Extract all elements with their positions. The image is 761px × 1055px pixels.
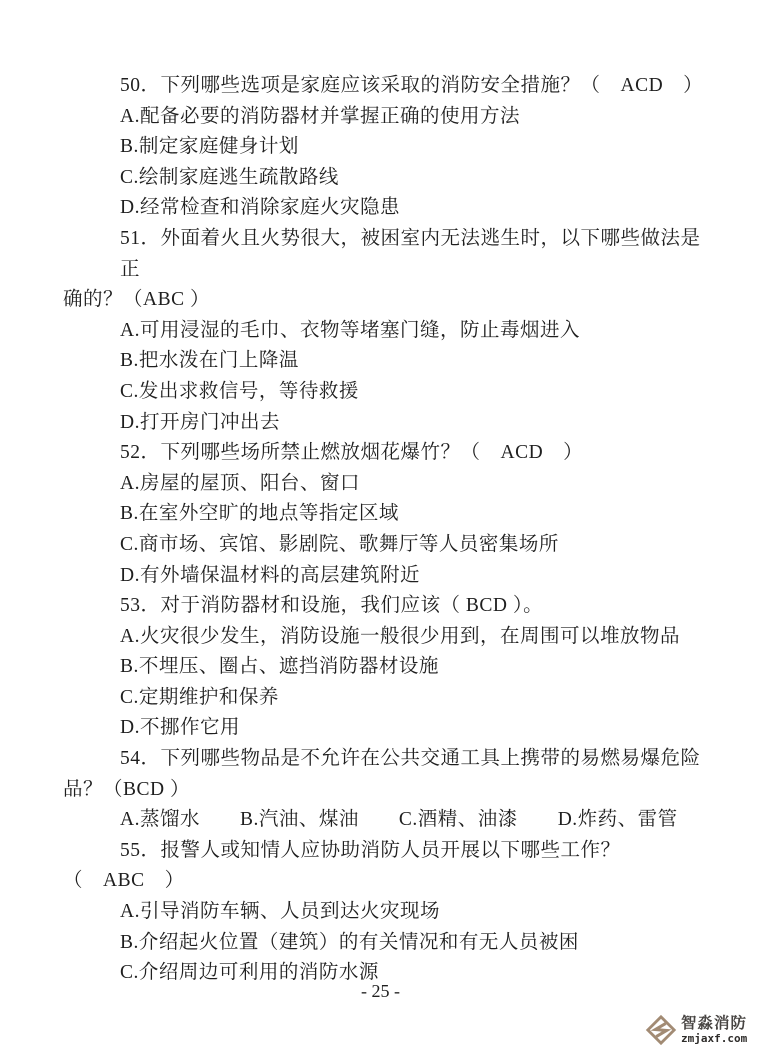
text-line: B.介绍起火位置（建筑）的有关情况和有无人员被困 xyxy=(120,931,579,953)
text-line: 52．下列哪些场所禁止燃放烟花爆竹？（ ACD ） xyxy=(120,442,584,464)
text-line: B.在室外空旷的地点等指定区域 xyxy=(120,503,399,525)
text-line: 54．下列哪些物品是不允许在公共交通工具上携带的易燃易爆危险 xyxy=(120,748,701,770)
text-line: A.火灾很少发生，消防设施一般很少用到，在周围可以堆放物品 xyxy=(120,625,680,647)
text-line: 品？（BCD ） xyxy=(63,778,190,800)
brand-logo xyxy=(645,1014,747,1046)
text-line: D.经常检查和消除家庭火灾隐患 xyxy=(120,197,400,219)
text-line: C.绘制家庭逃生疏散路线 xyxy=(120,166,339,188)
brand-name: 智淼消防 xyxy=(681,1014,748,1032)
text-line: 53．对于消防器材和设施，我们应该（ BCD ）。 xyxy=(120,595,544,617)
diamond-z-logo-icon xyxy=(645,1014,677,1046)
text-line: 50．下列哪些选项是家庭应该采取的消防安全措施？（ ACD ） xyxy=(120,75,704,96)
text-line: B.把水泼在门上降温 xyxy=(120,350,299,372)
text-line: 55．报警人或知情人应协助消防人员开展以下哪些工作？ xyxy=(120,839,621,861)
text-line: C.商市场、宾馆、影剧院、歌舞厅等人员密集场所 xyxy=(120,533,559,555)
text-line: A.可用浸湿的毛巾、衣物等堵塞门缝，防止毒烟进入 xyxy=(120,319,580,341)
text-line: C.介绍周边可利用的消防水源 xyxy=(120,962,379,984)
text-line: D.不挪作它用 xyxy=(120,717,240,739)
text-line: A.蒸馏水 B.汽油、煤油 C.酒精、油漆 D.炸药、雷管 xyxy=(120,809,678,831)
text-line: C.定期维护和保养 xyxy=(120,686,279,708)
brand-domain: zmjaxf.com xyxy=(681,1032,748,1046)
text-line: A.配备必要的消防器材并掌握正确的使用方法 xyxy=(120,105,520,127)
text-line: D.有外墙保温材料的高层建筑附近 xyxy=(120,564,420,586)
document-body xyxy=(63,71,708,989)
text-line: B.不埋压、圈占、遮挡消防器材设施 xyxy=(120,656,439,678)
text-line: （ ABC ） xyxy=(63,870,185,892)
page-number: - 25 - xyxy=(361,981,400,1001)
text-line: A.房屋的屋顶、阳台、窗口 xyxy=(120,472,360,494)
text-line: A.引导消防车辆、人员到达火灾现场 xyxy=(120,901,440,923)
text-line: 51．外面着火且火势很大，被困室内无法逃生时，以下哪些做法是正 xyxy=(120,227,701,280)
text-line: B.制定家庭健身计划 xyxy=(120,136,299,158)
text-line: C.发出求救信号，等待救援 xyxy=(120,380,359,402)
text-line: 确的？（ABC ） xyxy=(63,289,210,311)
brand-text-block xyxy=(681,1016,747,1045)
text-line: D.打开房门冲出去 xyxy=(120,411,280,433)
